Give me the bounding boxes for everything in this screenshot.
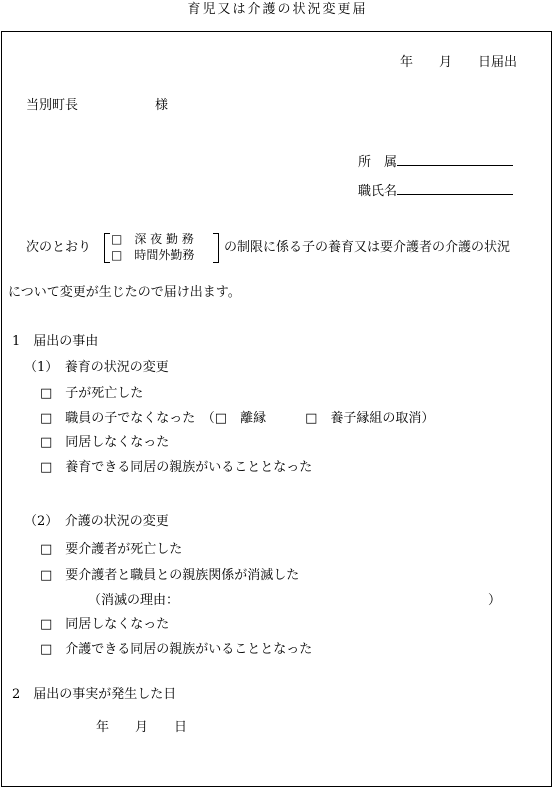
option-no-longer-cohabiting-2[interactable]: □ 同居しなくなった	[40, 617, 170, 632]
submission-date-line: 年 月 日届出	[400, 55, 518, 70]
intro-suffix: の制限に係る子の養育又は要介護者の介護の状況	[224, 240, 511, 255]
bracket-option-late-night[interactable]: □ 深 夜 勤 務	[111, 232, 194, 246]
subsection-2-heading: （2） 介護の状況の変更	[24, 514, 169, 529]
option-no-longer-cohabiting-1[interactable]: □ 同居しなくなった	[40, 435, 170, 450]
bracket-right	[213, 233, 219, 263]
option-care-recipient-died[interactable]: □ 要介護者が死亡した	[40, 542, 183, 557]
affiliation-label: 所 属	[358, 155, 398, 170]
option-child-died[interactable]: □ 子が死亡した	[40, 386, 144, 401]
addressee: 当別町長	[26, 98, 79, 113]
option-relative-can-care[interactable]: □ 介護できる同居の親族がいることとなった	[40, 642, 313, 657]
bracket-option-overtime[interactable]: □ 時間外勤務	[111, 248, 195, 262]
option-no-longer-child[interactable]: □ 職員の子でなくなった （□ 離縁 □ 養子縁組の取消）	[40, 411, 435, 426]
extinction-reason-close: ）	[488, 593, 502, 608]
extinction-reason-label: （消滅の理由：	[88, 593, 180, 608]
section-1-heading: 1 届出の事由	[12, 334, 99, 349]
name-input-line[interactable]	[397, 182, 513, 195]
name-label: 職氏名	[358, 184, 398, 199]
intro-line-2: について変更が生じたので届け出ます。	[8, 285, 241, 300]
affiliation-field	[358, 153, 513, 171]
name-field	[358, 182, 513, 200]
form-frame	[1, 31, 552, 787]
option-relative-can-raise[interactable]: □ 養育できる同居の親族がいることとなった	[40, 460, 313, 475]
option-relation-ended[interactable]: □ 要介護者と職員との親族関係が消滅した	[40, 568, 300, 583]
document-title: 育児又は介護の状況変更届	[187, 2, 368, 17]
honorific: 様	[155, 98, 169, 113]
intro-prefix: 次のとおり	[26, 240, 92, 255]
subsection-1-heading: （1） 養育の状況の変更	[24, 360, 169, 375]
bracket-left	[104, 233, 110, 263]
affiliation-input-line[interactable]	[397, 153, 513, 166]
section-2-heading: 2 届出の事実が発生した日	[12, 687, 177, 702]
occurrence-date-line: 年 月 日	[96, 720, 188, 735]
